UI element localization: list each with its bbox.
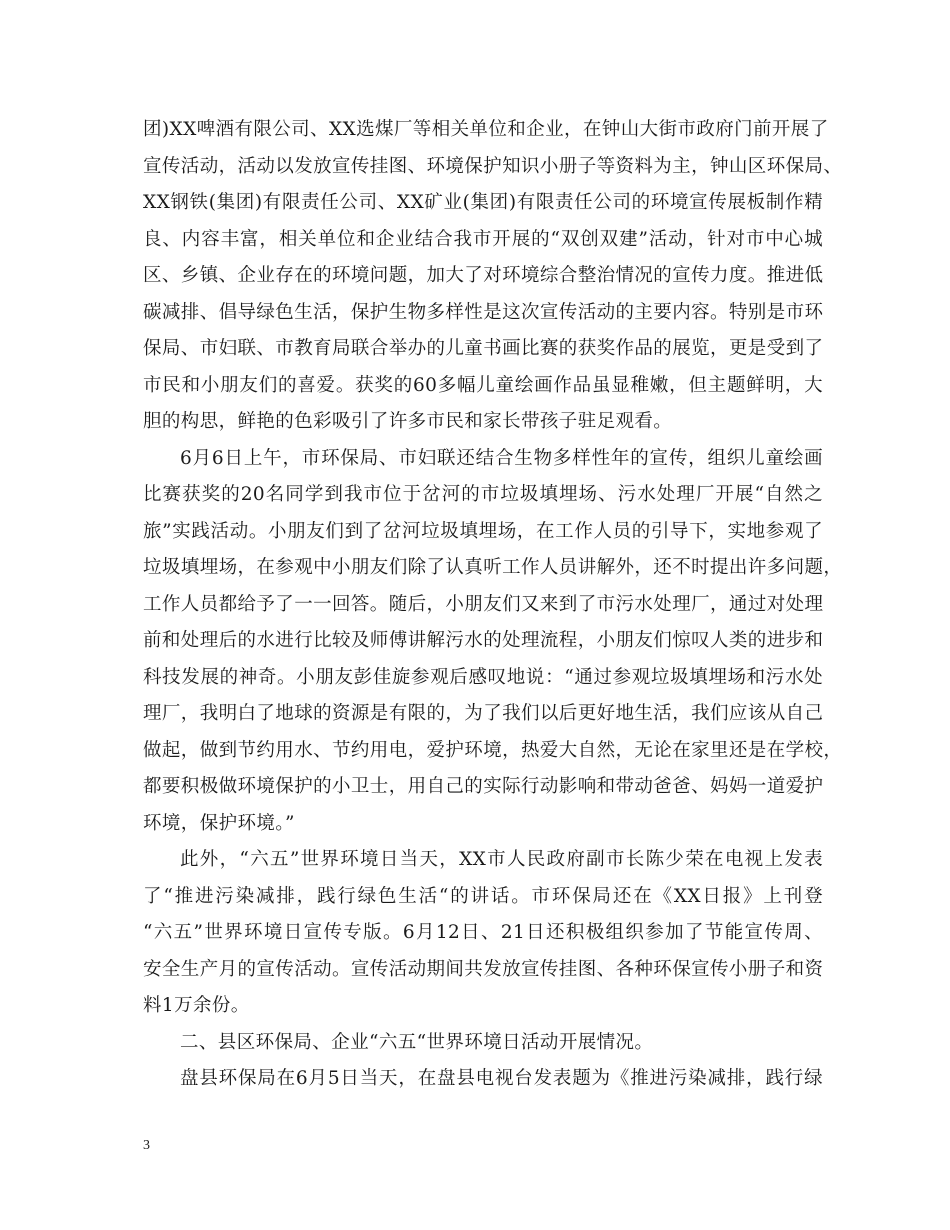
text-line: “六五”世界环境日宣传专版。6月12日、21日还积极组织参加了节能宣传周、 (143, 922, 823, 943)
text-line: 工作人员都给予了一一回答。随后，小朋友们又来到了市污水处理厂，通过对处理 (143, 593, 824, 615)
page-number: 3 (143, 1138, 150, 1153)
paragraph-3 (143, 842, 823, 1025)
text-line: 环境，保护环境。” (143, 812, 295, 834)
text-line: 宣传活动，活动以发放宣传挂图、环境保护知识小册子等资料为主，钟山区环保局、 (143, 155, 843, 177)
text-line: XX钢铁(集团)有限责任公司、XX矿业(集团)有限责任公司的环境宣传展板制作精 (143, 192, 823, 213)
paragraph-5 (143, 1061, 823, 1098)
text-line: 旅”实践活动。小朋友们到了岔河垃圾填埋场，在工作人员的引导下，实地参观了 (143, 520, 823, 542)
text-line: 都要积极做环境保护的小卫士，用自己的实际行动影响和带动爸爸、妈妈一道爱护 (143, 776, 824, 797)
text-line: 了“推进污染减排，践行绿色生活“的讲话。市环保局还在《XX日报》上刊登 (143, 885, 823, 907)
text-line: 理厂，我明白了地球的资源是有限的，为了我们以后更好地生活，我们应该从自己 (143, 703, 824, 724)
text-line: 良、内容丰富，相关单位和企业结合我市开展的“双创双建”活动，针对市中心城 (143, 228, 823, 250)
text-line: 市民和小朋友们的喜爱。获奖的60多幅儿童绘画作品虽显稚嫩，但主题鲜明，大 (143, 374, 823, 396)
text-line: 垃圾填埋场，在参观中小朋友们除了认真听工作人员讲解外，还不时提出许多问题， (143, 557, 843, 578)
section-heading (143, 1025, 823, 1062)
text-line: 盘县环保局在6月5日当天，在盘县电视台发表题为《推进污染减排，践行绿 (180, 1068, 823, 1089)
text-line: 安全生产月的宣传活动。宣传活动期间共发放宣传挂图、各种环保宣传小册子和资 (143, 958, 824, 980)
text-line: 二、县区环保局、企业“六五“世界环境日活动开展情况。 (180, 1031, 654, 1053)
text-line: 保局、市妇联、市教育局联合举办的儿童书画比赛的获奖作品的展览，更是受到了 (143, 338, 824, 359)
text-line: 碳减排、倡导绿色生活，保护生物多样性是这次宣传活动的主要内容。特别是市环 (143, 301, 824, 323)
text-line: 比赛获奖的20名同学到我市位于岔河的市垃圾填埋场、污水处理厂开展“自然之 (143, 484, 823, 505)
text-line: 6月6日上午，市环保局、市妇联还结合生物多样性年的宣传，组织儿童绘画 (180, 447, 823, 469)
text-line: 前和处理后的水进行比较及师傅讲解污水的处理流程，小朋友们惊叹人类的进步和 (143, 630, 824, 651)
text-line: 区、乡镇、企业存在的环境问题，加大了对环境综合整治情况的宣传力度。推进低 (143, 265, 824, 286)
paragraph-1 (143, 112, 843, 441)
paragraph-2 (143, 441, 843, 843)
document-body (143, 112, 843, 1098)
text-line: 料1万余份。 (143, 995, 250, 1016)
text-line: 此外，“六五”世界环境日当天，XX市人民政府副市长陈少荣在电视上发表 (180, 849, 823, 870)
text-line: 做起，做到节约用水、节约用电，爱护环境，热爱大自然，无论在家里还是在学校， (143, 739, 843, 761)
text-line: 胆的构思，鲜艳的色彩吸引了许多市民和家长带孩子驻足观看。 (143, 411, 673, 432)
text-line: 团)XX啤酒有限公司、XX选煤厂等相关单位和企业，在钟山大街市政府门前开展了 (143, 119, 829, 140)
text-line: 科技发展的神奇。小朋友彭佳旋参观后感叹地说：“通过参观垃圾填埋场和污水处 (143, 666, 823, 688)
